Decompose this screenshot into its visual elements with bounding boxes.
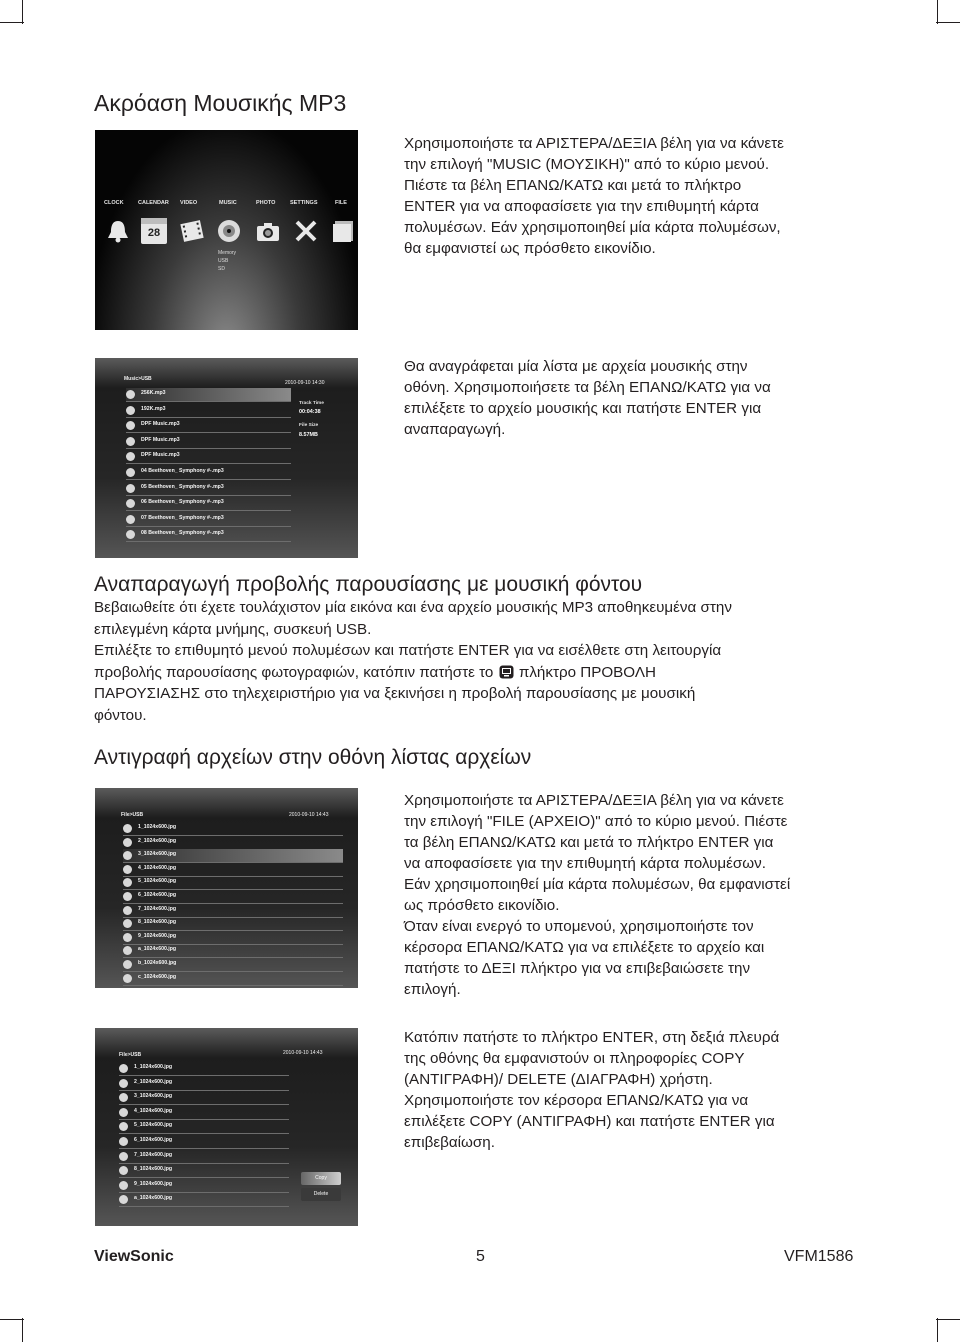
- menu-label-clock: CLOCK: [104, 200, 124, 206]
- text-line: επιλέξετε το αρχείο μουσικής και πατήστε ENTER για: [404, 400, 762, 417]
- file-name: 04 Beethoven_ Symphony #-.mp3: [141, 468, 224, 474]
- file-name: 7_1024x600.jpg: [138, 905, 177, 912]
- track-time-label: Track Time: [299, 401, 324, 406]
- crop-mark: [22, 0, 23, 24]
- text-line: Επιλέξτε το επιθυμητό μενού πολυμέσων και πατήστε ENTER για να εισέλθετε στη λειτουργία: [94, 642, 722, 659]
- source-sd: SD: [218, 266, 225, 272]
- file-row[interactable]: [123, 876, 343, 890]
- image-file-icon: [119, 1195, 128, 1204]
- footer-brand: ViewSonic: [94, 1248, 174, 1265]
- file-row[interactable]: [123, 944, 343, 958]
- file-name: 2_1024x600.jpg: [134, 1078, 173, 1085]
- file-name: 7_1024x600.jpg: [134, 1151, 173, 1158]
- text-line: επιβεβαίωση.: [404, 1134, 495, 1151]
- text-line: (ΑΝΤΙΓΡΑΦΗ)/ DELETE (ΔΙΑΓΡΑΦΗ) χρήστη.: [404, 1071, 713, 1088]
- file-row[interactable]: [123, 904, 343, 918]
- image-file-icon: [123, 824, 132, 833]
- music-file-row[interactable]: [126, 404, 291, 418]
- text-line: Κατόπιν πατήστε το πλήκτρο ENTER, στη δεξιά πλευρά: [404, 1029, 780, 1046]
- text-line: Βεβαιωθείτε ότι έχετε τουλάχιστον μία εικόνα και ένα αρχείο μουσικής MP3 αποθηκευμένα στην: [94, 599, 732, 616]
- text-line: της οθόνης θα εμφανιστούν οι πληροφορίες COPY: [404, 1050, 745, 1067]
- text-line: Χρησιμοποιήστε τα ΑΡΙΣΤΕΡΑ/ΔΕΞΙΑ βέλη για να κάνετε: [404, 135, 784, 152]
- slideshow-paragraph: [94, 597, 732, 726]
- text-line: την επιλογή "FILE (ΑΡΧΕΙΟ)" από το κύριο μενού. Πιέστε: [404, 813, 788, 830]
- music-note-icon: [126, 421, 135, 430]
- file-copy-paragraph: [404, 1027, 779, 1153]
- music-note-icon: [126, 499, 135, 508]
- file-row[interactable]: [119, 1062, 289, 1076]
- file-name: 4_1024x600.jpg: [138, 864, 177, 871]
- music-path: Music>USB: [124, 376, 152, 382]
- file-name: 9_1024x600.jpg: [134, 1180, 173, 1187]
- file-name: 192K.mp3: [141, 405, 166, 412]
- file-name: c_1024x600.jpg: [138, 973, 177, 980]
- music-note-icon: [126, 406, 135, 415]
- text-line: επιλέξετε COPY (ΑΝΤΙΓΡΑΦΗ) και πατήστε ENTER για: [404, 1113, 775, 1130]
- crop-mark: [937, 0, 938, 24]
- image-file-icon: [119, 1064, 128, 1073]
- footer-model: VFM1586: [784, 1248, 854, 1265]
- music-note-icon: [126, 390, 135, 399]
- music-note-icon: [126, 468, 135, 477]
- music-file-row[interactable]: [126, 419, 291, 433]
- menu-label-settings: SETTINGS: [290, 200, 318, 206]
- text-line: κέρσορα ΕΠΑΝΩ/ΚΑΤΩ για να επιλέξετε το αρχείο και: [404, 939, 765, 956]
- text-line: Χρησιμοποιήστε τα ΑΡΙΣΤΕΡΑ/ΔΕΞΙΑ βέλη για να κάνετε: [404, 792, 784, 809]
- file-name: 8_1024x600.jpg: [134, 1166, 173, 1173]
- file-name: 06 Beethoven_ Symphony #-.mp3: [141, 499, 224, 506]
- file-name: b_1024x600.jpg: [138, 960, 177, 966]
- file-name: 1_1024x600.jpg: [138, 824, 177, 830]
- delete-button[interactable]: Delete: [301, 1188, 341, 1201]
- crop-mark: [22, 1318, 23, 1342]
- file-name: 6_1024x600.jpg: [138, 892, 177, 898]
- music-note-icon: [126, 515, 135, 524]
- music-file-row[interactable]: [126, 466, 291, 480]
- section-heading-copy-files: Αντιγραφή αρχείων στην οθόνη λίστας αρχείων: [94, 746, 532, 769]
- file-row[interactable]: [123, 958, 343, 972]
- text-line: πατήστε το ΔΕΞΙ πλήκτρο για να επιβεβαιώσετε την: [404, 960, 751, 977]
- image-file-icon: [119, 1079, 128, 1088]
- file-name: 8_1024x600.jpg: [138, 919, 177, 926]
- image-file-icon: [123, 933, 132, 942]
- image-file-icon: [123, 974, 132, 983]
- menu-label-video: VIDEO: [180, 200, 198, 206]
- file-name: 4_1024x600.jpg: [134, 1107, 173, 1114]
- music-list-paragraph: [404, 356, 771, 440]
- image-file-icon: [119, 1108, 128, 1117]
- music-list-screenshot: [95, 358, 358, 558]
- file-name: 1_1024x600.jpg: [134, 1064, 173, 1070]
- text-line: Όταν είναι ενεργό το υπομενού, χρησιμοποιήστε τον: [404, 918, 754, 935]
- file-row[interactable]: [123, 849, 343, 863]
- music-note-icon: [126, 530, 135, 539]
- text-line: ΠΑΡΟΥΣΙΑΣΗΣ στο τηλεχειριστήριο για να ξεκινήσει η προβολή παρουσίασης με μουσική: [94, 685, 696, 702]
- file-row[interactable]: [119, 1135, 289, 1149]
- text-line: την επιλογή "MUSIC (ΜΟΥΣΙΚΗ)" από το κύριο μενού.: [404, 156, 770, 173]
- bell-icon: [105, 218, 131, 244]
- menu-label-calendar: CALENDAR: [138, 200, 169, 206]
- file-datetime: 2010-09-10 14:43: [289, 812, 329, 818]
- file-row[interactable]: [119, 1077, 289, 1091]
- text-line: θα εμφανιστεί ως πρόσθετο εικονίδιο.: [404, 240, 656, 257]
- file-row[interactable]: [123, 972, 343, 986]
- music-note-icon: [126, 452, 135, 461]
- section-heading-mp3: Ακρόαση Μουσικής MP3: [94, 90, 347, 116]
- text-line: επιλογή.: [404, 981, 461, 998]
- section-heading-slideshow: Αναπαραγωγή προβολής παρουσίασης με μουσική φόντου: [94, 573, 643, 596]
- image-file-icon: [119, 1166, 128, 1175]
- image-file-icon: [123, 892, 132, 901]
- image-file-icon: [123, 878, 132, 887]
- text-line: ως πρόσθετο εικονίδιο.: [404, 897, 560, 914]
- file-row[interactable]: [119, 1179, 289, 1193]
- image-file-icon: [123, 960, 132, 969]
- menu-label-music: MUSIC: [219, 200, 237, 206]
- file-name: DPF Music.mp3: [141, 436, 180, 443]
- file-name: 08 Beethoven_ Symphony #-.mp3: [141, 530, 224, 537]
- file-name: DPF Music.mp3: [141, 421, 180, 428]
- file-row[interactable]: [123, 917, 343, 931]
- calendar-icon: [141, 218, 167, 244]
- text-line: τα βέλη ΕΠΑΝΩ/ΚΑΤΩ και μετά το πλήκτρο ENTER για: [404, 834, 774, 851]
- text-line-with-icon: [94, 662, 732, 684]
- file-row[interactable]: [119, 1164, 289, 1178]
- file-name: a_1024x600.jpg: [138, 946, 177, 953]
- file-path: File>USB: [119, 1052, 142, 1058]
- track-time-value: 00:04:38: [299, 409, 321, 415]
- music-file-row[interactable]: [126, 528, 291, 542]
- film-icon: [179, 218, 205, 244]
- text-line: πολυμέσων. Εάν χρησιμοποιηθεί μία κάρτα πολυμέσων,: [404, 219, 781, 236]
- image-file-icon: [123, 838, 132, 847]
- file-name: 5_1024x600.jpg: [134, 1122, 173, 1129]
- file-list-screenshot: [95, 788, 358, 988]
- file-name: 256K.mp3: [141, 390, 166, 396]
- text-line: Πιέστε τα βέλη ΕΠΑΝΩ/ΚΑΤΩ και μετά το πλήκτρο: [404, 177, 742, 194]
- text-line: να αποφασίσετε για την επιθυμητή κάρτα πολυμέσων.: [404, 855, 766, 872]
- file-size-label: File Size: [299, 423, 319, 428]
- music-file-row[interactable]: [126, 513, 291, 527]
- text-line: Χρησιμοποιήστε τον κέρσορα ΕΠΑΝΩ/ΚΑΤΩ για να: [404, 1092, 749, 1109]
- text-line: αναπαραγωγή.: [404, 421, 506, 438]
- crop-mark: [936, 22, 960, 23]
- file-name: 5_1024x600.jpg: [138, 878, 177, 885]
- source-memory: Memory: [218, 250, 237, 256]
- text-line: οθόνη. Χρησιμοποιήσετε τα βέλη ΕΠΑΝΩ/ΚΑΤΩ για να: [404, 379, 771, 396]
- text-line: ENTER για να αποφασίσετε για την επιθυμητή κάρτα: [404, 198, 759, 215]
- tools-icon: [293, 218, 319, 244]
- file-name: 6_1024x600.jpg: [134, 1137, 173, 1143]
- crop-mark: [0, 22, 24, 23]
- slideshow-key-icon: [499, 665, 514, 679]
- menu-label-file: FILE: [335, 200, 347, 206]
- menu-label-photo: PHOTO: [256, 200, 276, 206]
- file-name: a_1024x600.jpg: [134, 1195, 173, 1202]
- music-file-row[interactable]: [126, 450, 291, 464]
- file-row[interactable]: [119, 1106, 289, 1120]
- text-line: φόντου.: [94, 706, 147, 724]
- image-file-icon: [123, 919, 132, 928]
- file-copy-screenshot: [95, 1028, 358, 1226]
- image-file-icon: [119, 1093, 128, 1102]
- camera-icon: [255, 218, 281, 244]
- file-name: DPF Music.mp3: [141, 452, 180, 459]
- music-file-row[interactable]: [126, 388, 291, 402]
- text-line: επιλεγμένη κάρτα μνήμης, συσκευή USB.: [94, 620, 372, 638]
- music-note-icon: [126, 437, 135, 446]
- text-fragment: προβολής παρουσίασης φωτογραφιών, κατόπιν πατήστε το: [94, 663, 494, 681]
- folder-icon: [331, 218, 357, 244]
- text-line: Θα αναγράφεται μία λίστα με αρχεία μουσικής στην: [404, 358, 748, 375]
- file-name: 07 Beethoven_ Symphony #-.mp3: [141, 514, 224, 521]
- image-file-icon: [119, 1137, 128, 1146]
- crop-mark: [0, 1319, 24, 1320]
- music-file-row[interactable]: [126, 435, 291, 449]
- music-note-icon: [126, 484, 135, 493]
- crop-mark: [937, 1318, 938, 1342]
- music-file-row[interactable]: [126, 497, 291, 511]
- image-file-icon: [123, 865, 132, 874]
- main-menu-screenshot: [95, 130, 358, 330]
- file-name: 2_1024x600.jpg: [138, 837, 177, 844]
- music-instructions-paragraph: [404, 133, 784, 259]
- file-row[interactable]: [123, 863, 343, 877]
- file-row[interactable]: [119, 1091, 289, 1105]
- source-usb: USB: [218, 258, 229, 264]
- file-row[interactable]: [119, 1120, 289, 1134]
- file-size-value: 8.57MB: [299, 432, 318, 438]
- image-file-icon: [119, 1152, 128, 1161]
- file-name: 9_1024x600.jpg: [138, 932, 177, 939]
- image-file-icon: [123, 851, 132, 860]
- file-name: 3_1024x600.jpg: [138, 851, 177, 858]
- copy-button[interactable]: Copy: [301, 1172, 341, 1185]
- file-path: File>USB: [121, 812, 144, 818]
- file-row[interactable]: [123, 836, 343, 850]
- file-name: 3_1024x600.jpg: [134, 1093, 173, 1100]
- image-file-icon: [123, 946, 132, 955]
- music-file-row[interactable]: [126, 482, 291, 496]
- file-row[interactable]: [123, 890, 343, 904]
- file-row[interactable]: [123, 822, 343, 836]
- crop-mark: [936, 1319, 960, 1320]
- text-fragment: πλήκτρο ΠΡΟΒΟΛΗ: [518, 663, 656, 681]
- footer-page-number: 5: [476, 1248, 485, 1265]
- calendar-day: 28: [147, 227, 161, 239]
- image-file-icon: [119, 1181, 128, 1190]
- disc-icon: [216, 218, 242, 244]
- file-select-paragraph: [404, 790, 790, 1000]
- file-row[interactable]: [119, 1150, 289, 1164]
- file-datetime: 2010-09-10 14:43: [283, 1050, 323, 1056]
- image-file-icon: [123, 906, 132, 915]
- file-row[interactable]: [123, 931, 343, 945]
- image-file-icon: [119, 1122, 128, 1131]
- text-line: Εάν χρησιμοποιηθεί μία κάρτα πολυμέσων, θα εμφανιστεί: [404, 876, 791, 893]
- file-name: 05 Beethoven_ Symphony #-.mp3: [141, 483, 224, 490]
- music-datetime: 2010-09-10 14:30: [285, 380, 325, 386]
- file-row[interactable]: [119, 1193, 289, 1207]
